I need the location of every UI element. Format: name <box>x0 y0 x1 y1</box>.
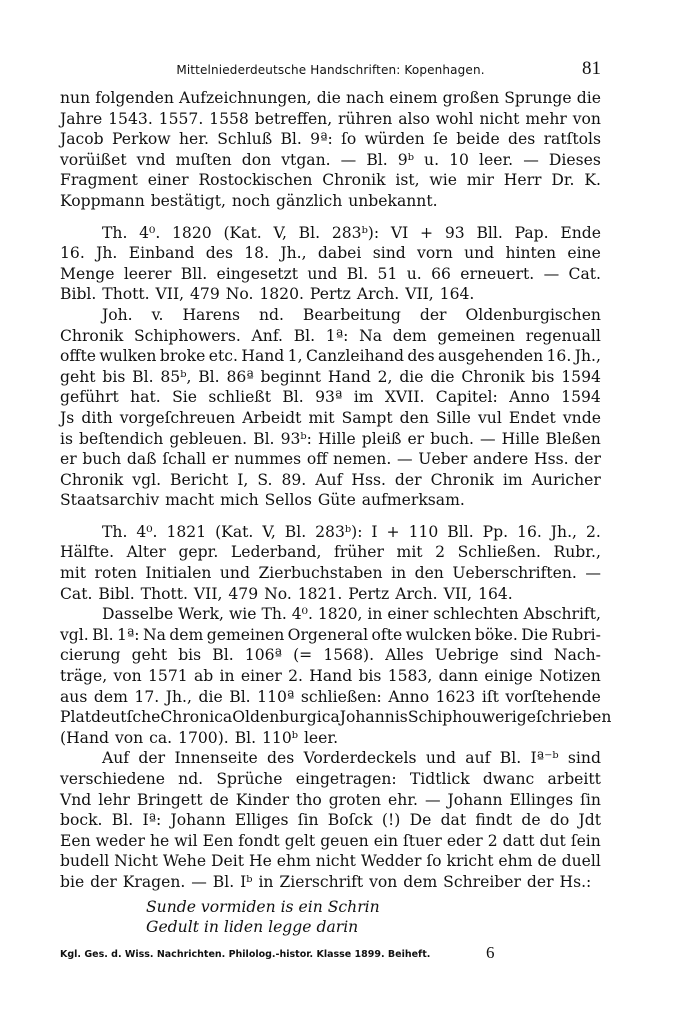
text-line: geführt hat. Sie schließt Bl. 93ª im XVII. Capitel: Anno 1594 <box>60 388 601 407</box>
text-line: vorüißet vnd muſten don vtgan. — Bl. 9ᵇ u. 10 leer. — Dieses <box>60 150 601 169</box>
text-line: träge, von 1571 ab in einer 2. Hand bis 1583, dann einige Notizen <box>60 667 601 686</box>
footer-note: Kgl. Ges. d. Wiss. Nachrichten. Philolog.-histor. Klasse 1899. Beiheft. <box>60 949 431 960</box>
paragraph <box>60 604 612 748</box>
verse-line: Gedult in liden legge darin <box>146 918 359 937</box>
page-footer <box>60 943 601 961</box>
text-line: Koppmann bestätigt, noch gänzlich unbekannt. <box>60 191 438 210</box>
text-line: Bibl. Thott. VII, 479 No. 1820. Pertz Arch. VII, 164. <box>60 285 475 304</box>
text-line: verschiedene nd. Sprüche eingetragen: Tidtlick dwanc arbeitt <box>60 770 601 788</box>
verse-line: Sunde vormiden is ein Schrin <box>146 897 380 916</box>
signature-mark: 6 <box>486 943 495 962</box>
text-line: mit roten Initialen und Zierbuchstaben in den Ueberschriften. — <box>60 564 601 583</box>
text-line: Hälfte. Alter gepr. Lederband, früher mit 2 Schließen. Rubr., <box>60 543 601 562</box>
text-line: offte wulken broke etc. Hand 1, Canzleihand des ausgehenden 16. Jh., <box>60 347 601 366</box>
text-line: Een weder he wil Een fondt gelt geuen ein ſtuer eder 2 datt dut ſein <box>60 831 601 850</box>
text-line: Menge leerer Bll. eingesetzt und Bl. 51 u. 66 erneuert. — Cat. <box>60 264 601 283</box>
text-line: nun folgenden Aufzeichnungen, die nach einem großen Sprunge die <box>60 89 601 107</box>
text-line: bock. Bl. Iª: Johann Elliges ſin Boſck (!) De dat findt de do Jdt <box>60 811 601 830</box>
running-head: Mittelniederdeutsche Handschriften: Kopenhagen. <box>176 63 485 77</box>
paragraph <box>60 223 601 305</box>
paragraph <box>60 305 601 511</box>
text-line: Staatsarchiv macht mich Sellos Güte aufmerksam. <box>60 491 465 510</box>
body-text <box>60 88 612 938</box>
page-header <box>60 58 601 80</box>
text-line: Chronik vgl. Bericht I, S. 89. Auf Hss. der Chronik im Auricher <box>60 470 601 489</box>
text-line: Joh. v. Harens nd. Bearbeitung der Oldenburgischen <box>102 305 601 324</box>
paragraph <box>60 88 601 212</box>
paragraph <box>60 522 601 604</box>
text-line: geht bis Bl. 85ᵇ, Bl. 86ª beginnt Hand 2, die die Chronik bis 1594 <box>60 367 601 386</box>
text-line: er buch daß ſchall er nummes off nemen. — Ueber andere Hss. der <box>60 450 601 469</box>
text-line: Jacob Perkow her. Schluß Bl. 9ª: ſo würden ſe beide des ratſtols <box>60 130 601 149</box>
text-line: budell Nicht Wehe Deit He ehm nicht Wedder ſo kricht ehm de duell <box>60 852 601 871</box>
paragraph <box>60 748 601 892</box>
text-line: aus dem 17. Jh., die Bl. 110ª schließen: Anno 1623 iſt vorſtehende <box>60 687 601 706</box>
text-line: Js dith vorgeſchreuen Arbeidt mit Sampt den Sille vul Endet vnde <box>60 408 601 427</box>
text-line: (Hand von ca. 1700). Bl. 110ᵇ leer. <box>60 728 339 747</box>
text-line: Jahre 1543. 1557. 1558 betreffen, rühren also wohl nicht mehr von <box>60 109 601 128</box>
text-line: is beſtendich gebleuen. Bl. 93ᵇ: Hille pleiß er buch. — Hille Bleßen <box>60 429 601 448</box>
text-line: Th. 4⁰. 1820 (Kat. V, Bl. 283ᵇ): VI + 93 Bll. Pap. Ende <box>102 223 601 242</box>
text-line: Auf der Innenseite des Vorderdeckels und auf Bl. Iª⁻ᵇ sind <box>102 749 601 768</box>
text-line: Cat. Bibl. Thott. VII, 479 No. 1821. Pertz Arch. VII, 164. <box>60 584 513 603</box>
text-line: bie der Kragen. — Bl. Iᵇ in Zierschrift von dem Schreiber der Hs.: <box>60 872 592 891</box>
text-line: vgl. Bl. 1ª: Na dem gemeinen Orgeneral ofte wulcken böke. Die Rubri- <box>60 625 601 644</box>
text-line: Vnd lehr Bringett de Kinder tho groten ehr. — Johann Ellinges ſin <box>60 790 601 809</box>
page-number: 81 <box>582 58 601 79</box>
text-line: Dasselbe Werk, wie Th. 4⁰. 1820, in einer schlechten Abschrift, <box>102 605 601 624</box>
text-line: 16. Jh. Einband des 18. Jh., dabei sind vorn und hinten eine <box>60 244 601 263</box>
text-line: cierung geht bis Bl. 106ª (= 1568). Alles Uebrige sind Nach- <box>60 646 601 665</box>
text-line: Fragment einer Rostockischen Chronik ist, wie mir Herr Dr. K. <box>60 171 601 190</box>
text-line: Th. 4⁰. 1821 (Kat. V, Bl. 283ᵇ): I + 110 Bll. Pp. 16. Jh., 2. <box>102 522 601 541</box>
text-line: Chronik Schiphowers. Anf. Bl. 1ª: Na dem gemeinen regenuall <box>60 326 601 345</box>
text-line: Plat deutſche Chronica Oldenburgica Johannis Schiphouweri geſchrieben <box>60 708 612 727</box>
